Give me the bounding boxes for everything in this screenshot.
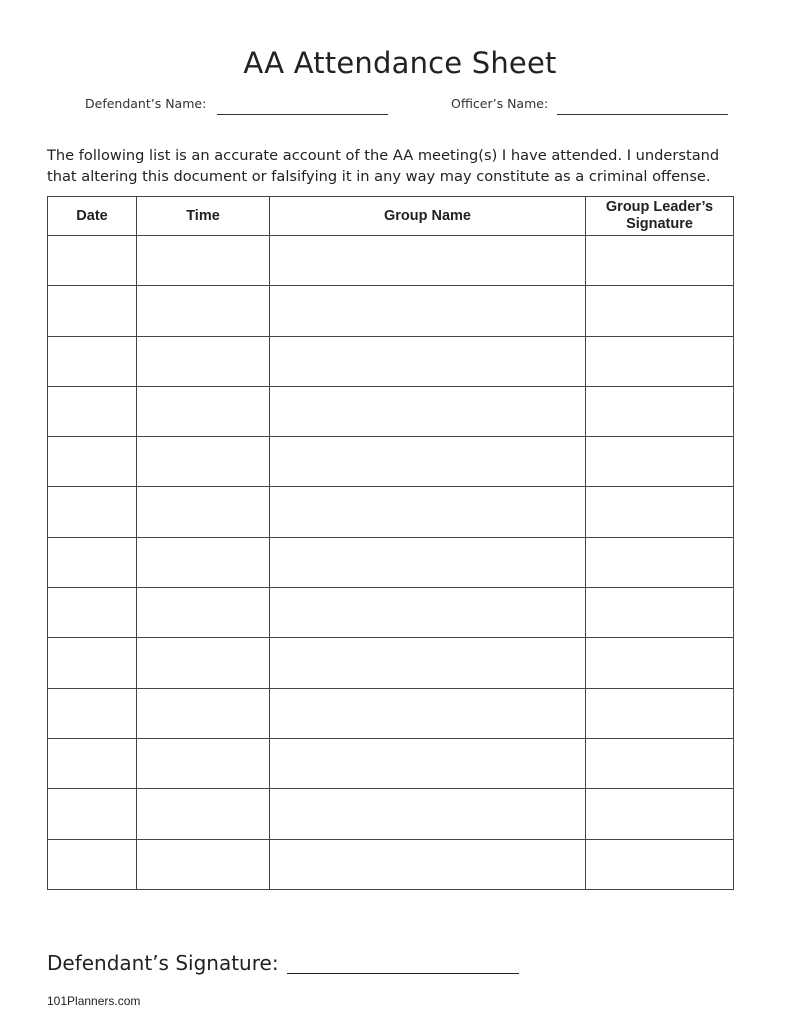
group-name-cell[interactable] xyxy=(270,688,586,738)
signature-cell[interactable] xyxy=(586,236,734,286)
intro-line-1: The following list is an accurate account of the AA meeting(s) I have attended. I understand xyxy=(47,147,720,164)
signature-cell[interactable] xyxy=(586,789,734,839)
table-row xyxy=(48,738,734,788)
time-cell[interactable] xyxy=(137,386,270,436)
date-cell[interactable] xyxy=(48,437,137,487)
header-group-leader-signature xyxy=(586,197,734,236)
date-cell[interactable] xyxy=(48,386,137,436)
table-row xyxy=(48,789,734,839)
date-cell[interactable] xyxy=(48,688,137,738)
date-cell[interactable] xyxy=(48,789,137,839)
table-row xyxy=(48,336,734,386)
group-name-cell[interactable] xyxy=(270,638,586,688)
signature-cell[interactable] xyxy=(586,286,734,336)
time-cell[interactable] xyxy=(137,537,270,587)
table-row xyxy=(48,236,734,286)
signature-cell[interactable] xyxy=(586,537,734,587)
group-name-cell[interactable] xyxy=(270,588,586,638)
defendant-name-input-line[interactable] xyxy=(217,114,388,115)
attendance-rows xyxy=(48,236,734,890)
defendant-name-field xyxy=(85,96,206,111)
signature-cell[interactable] xyxy=(586,487,734,537)
table-row xyxy=(48,386,734,436)
group-name-cell[interactable] xyxy=(270,336,586,386)
table-row xyxy=(48,487,734,537)
table-row xyxy=(48,688,734,738)
intro-statement xyxy=(47,145,759,187)
header-time: Time xyxy=(137,197,270,236)
date-cell[interactable] xyxy=(48,236,137,286)
intro-line-2: that altering this document or falsifying it in any way may constitute as a criminal offense. xyxy=(47,168,711,185)
header-signature-line-2: Signature xyxy=(626,216,693,232)
date-cell[interactable] xyxy=(48,336,137,386)
date-cell[interactable] xyxy=(48,588,137,638)
signature-cell[interactable] xyxy=(586,839,734,889)
header-group-name: Group Name xyxy=(270,197,586,236)
signature-cell[interactable] xyxy=(586,437,734,487)
time-cell[interactable] xyxy=(137,236,270,286)
group-name-cell[interactable] xyxy=(270,789,586,839)
table-row xyxy=(48,286,734,336)
group-name-cell[interactable] xyxy=(270,437,586,487)
date-cell[interactable] xyxy=(48,738,137,788)
time-cell[interactable] xyxy=(137,688,270,738)
signature-cell[interactable] xyxy=(586,688,734,738)
date-cell[interactable] xyxy=(48,537,137,587)
page-title: AA Attendance Sheet xyxy=(243,46,557,80)
date-cell[interactable] xyxy=(48,839,137,889)
signature-cell[interactable] xyxy=(586,638,734,688)
time-cell[interactable] xyxy=(137,588,270,638)
group-name-cell[interactable] xyxy=(270,386,586,436)
group-name-cell[interactable] xyxy=(270,839,586,889)
table-row xyxy=(48,839,734,889)
brand-footer: 101Planners.com xyxy=(47,994,141,1008)
group-name-cell[interactable] xyxy=(270,487,586,537)
group-name-cell[interactable] xyxy=(270,286,586,336)
time-cell[interactable] xyxy=(137,738,270,788)
defendant-name-label: Defendant’s Name: xyxy=(85,96,207,111)
officer-name-label: Officer’s Name: xyxy=(451,96,549,111)
group-name-cell[interactable] xyxy=(270,738,586,788)
time-cell[interactable] xyxy=(137,487,270,537)
officer-name-input-line[interactable] xyxy=(557,114,728,115)
time-cell[interactable] xyxy=(137,336,270,386)
table-row xyxy=(48,537,734,587)
table-row xyxy=(48,588,734,638)
date-cell[interactable] xyxy=(48,487,137,537)
table-row xyxy=(48,437,734,487)
date-cell[interactable] xyxy=(48,638,137,688)
attendance-table xyxy=(47,196,734,890)
time-cell[interactable] xyxy=(137,638,270,688)
signature-cell[interactable] xyxy=(586,336,734,386)
time-cell[interactable] xyxy=(137,789,270,839)
header-signature-line-1: Group Leader’s xyxy=(605,199,714,215)
signature-cell[interactable] xyxy=(586,738,734,788)
signature-cell[interactable] xyxy=(586,588,734,638)
time-cell[interactable] xyxy=(137,286,270,336)
time-cell[interactable] xyxy=(137,437,270,487)
signature-cell[interactable] xyxy=(586,386,734,436)
date-cell[interactable] xyxy=(48,286,137,336)
table-header-row xyxy=(48,197,734,236)
group-name-cell[interactable] xyxy=(270,236,586,286)
defendant-signature-line[interactable] xyxy=(287,973,519,974)
time-cell[interactable] xyxy=(137,839,270,889)
table-row xyxy=(48,638,734,688)
defendant-signature-label: Defendant’s Signature: xyxy=(47,951,279,975)
header-date: Date xyxy=(48,197,137,236)
officer-name-field xyxy=(451,96,548,111)
group-name-cell[interactable] xyxy=(270,537,586,587)
